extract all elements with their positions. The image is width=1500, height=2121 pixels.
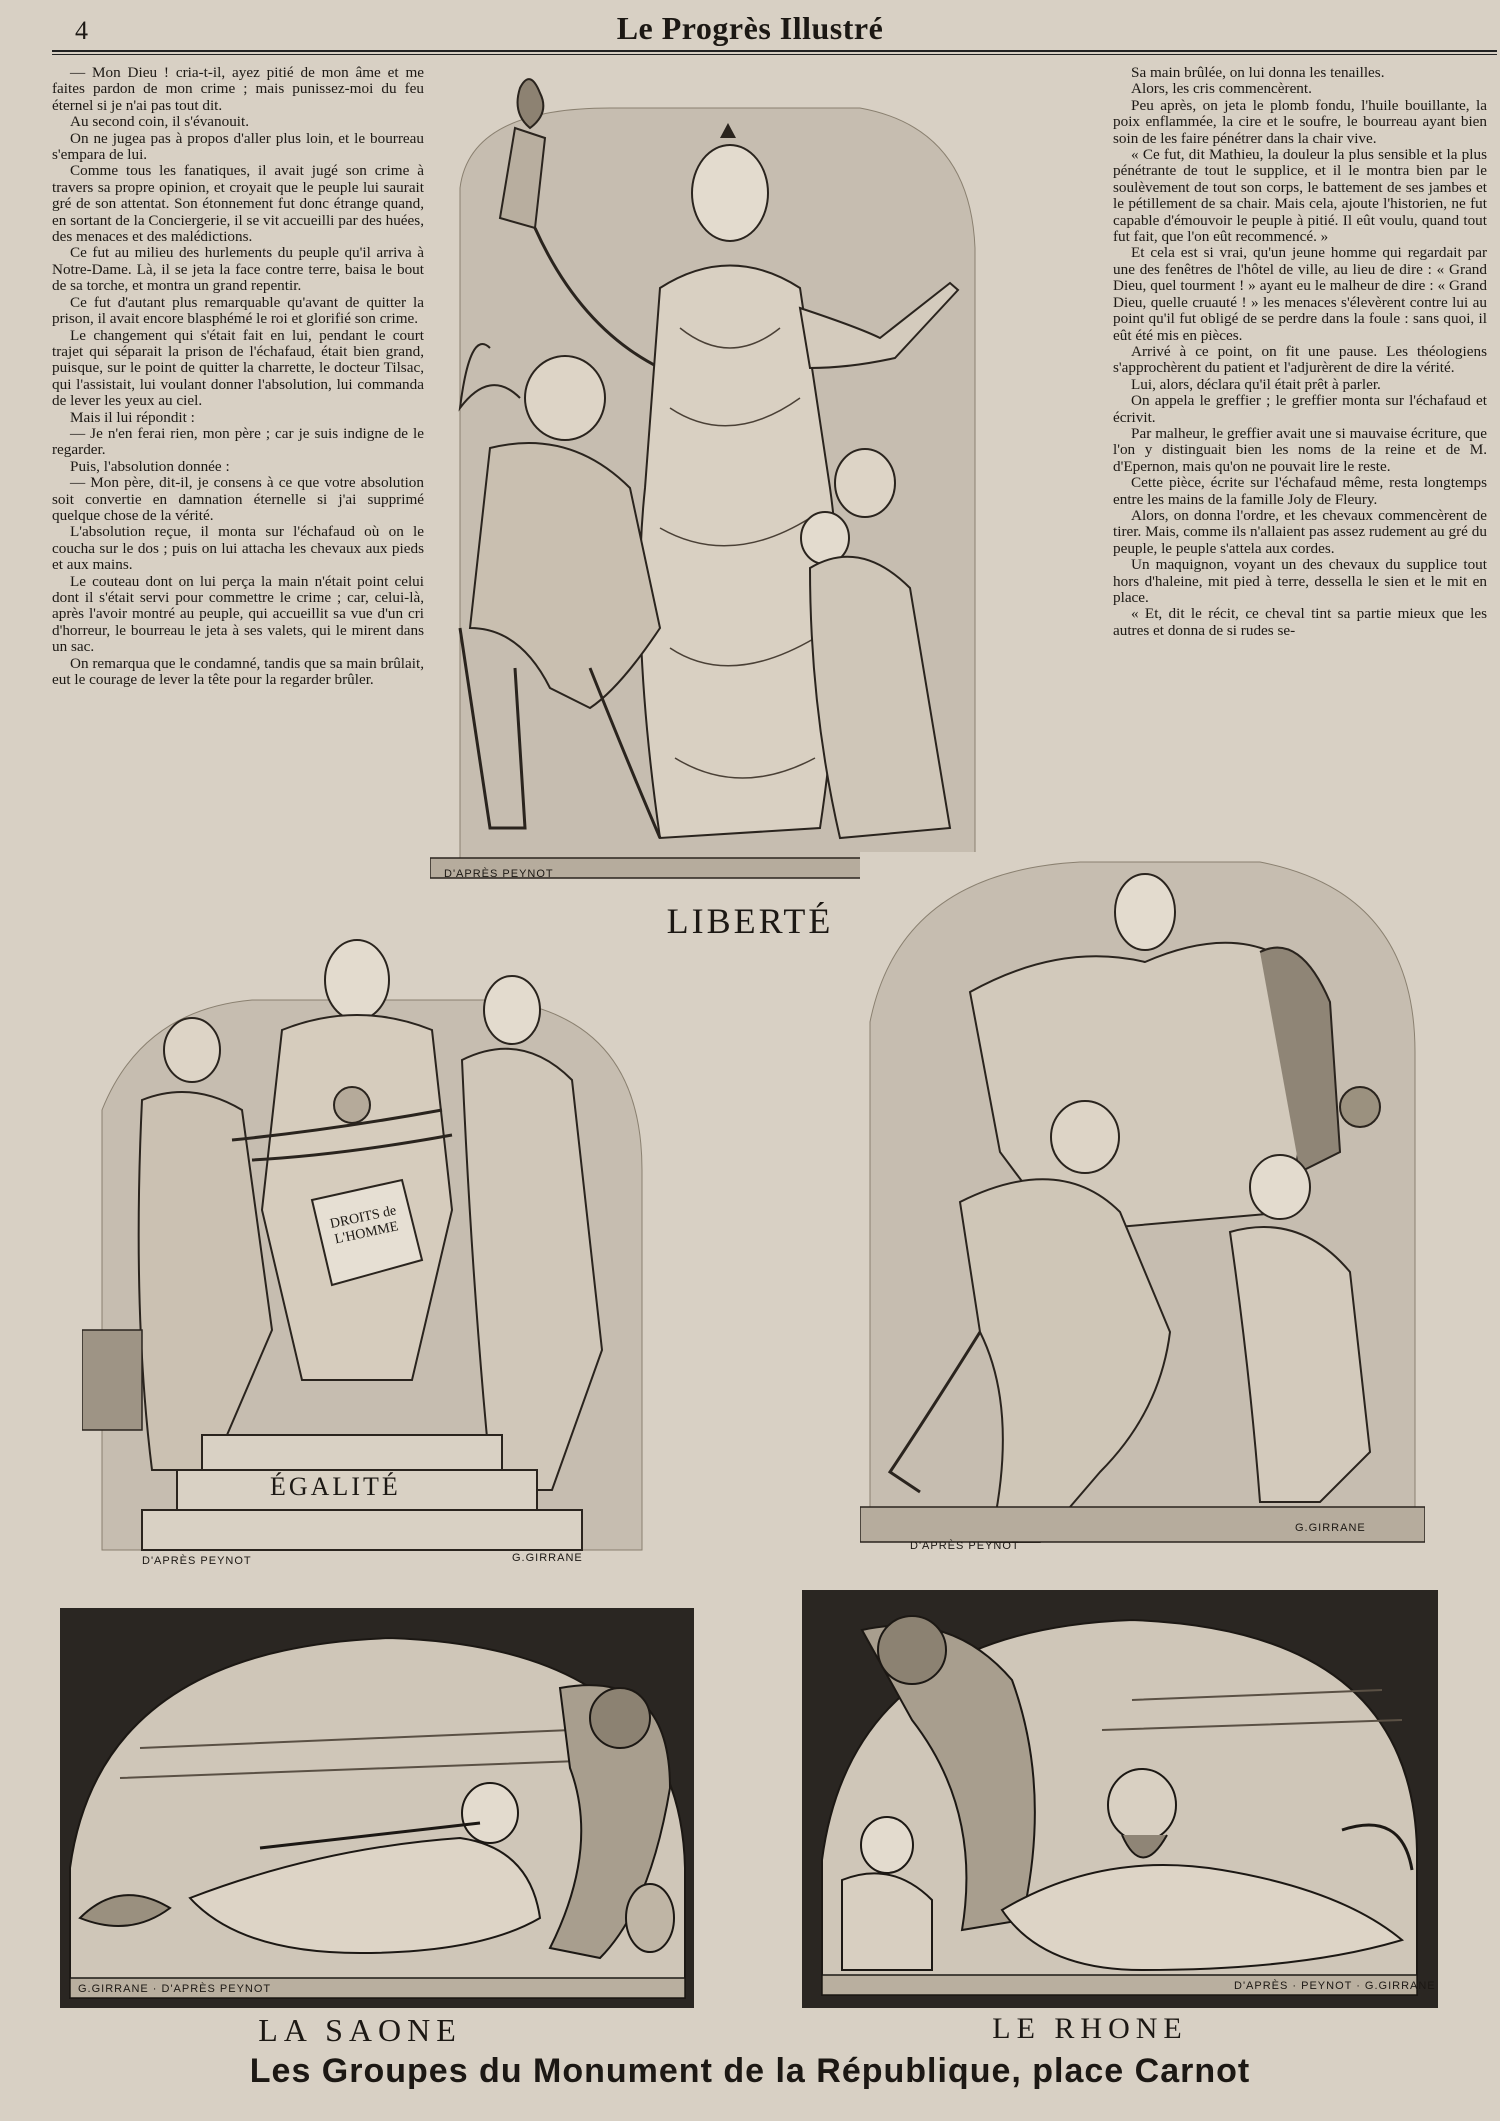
paragraph: — Mon Dieu ! cria-t-il, ayez pitié de mon âme et me faites pardon de mon crime ; mais punissez-moi du feu éternel si je n'ai pas tout dit. [52,64,424,114]
page-header [0,0,1500,52]
paragraph: On remarqua que le condamné, tandis que sa main brûlait, eut le courage de lever la tête pour la regarder brûler. [52,654,424,689]
paragraph: « Ce fut, dit Mathieu, la douleur la plus sensible et la plus pénétrante de tout le supplice, et il le montra bien par le soulèvement de tout son corps, le battement de ses jambes et le pétillement de sa chair. Mais cela, ajoute l'historien, ne fut capable d'émouvoir le peuple à pitié. Il eût voulu, quand tout fut fait, que l'on eût recommencé. » [1113,146,1487,246]
left-text-column [52,65,424,688]
paragraph: Mais il lui répondit : [70,408,195,426]
paragraph: — Je n'en ferai rien, mon père ; car je suis indigne de le regarder. [52,424,424,459]
paragraph: Un maquignon, voyant un des chevaux du supplice tout hors d'haleine, mit pied à terre, dessella le sien et le mit en place. [1113,556,1487,606]
liberte-caption: LIBERTÉ [666,901,834,941]
paragraph: Le couteau dont on lui perça la main n'était point celui dont il s'était servi pour commettre le crime ; car, celui-là, après l'avoir montré au peuple, qui accueillit sa vue d'un cri d'horreur, le bourreau le jeta à ses valets, qui le mirent dans un sac. [52,572,424,656]
footer-title: Les Groupes du Monument de la République, place Carnot [249,2052,1251,2090]
paragraph: Arrivé à ce point, on fit une pause. Les théologiens s'approchèrent du patient et l'adjurèrent de dire la vérité. [1113,342,1487,377]
saone-signature: G.GIRRANE · D'APRÈS PEYNOT [78,1983,272,1995]
paragraph: Et cela est si vrai, qu'un jeune homme qui regardait par une des fenêtres de l'hôtel de ville, au lieu de dire : « Grand Dieu, quel tourment ! » ayant eu le malheur de dire : « Grand Dieu, quelle cruauté ! » les menaces s'élevèrent contre lui au point qu'il fut obligé de se perdre dans la foule : sans quoi, il eût été mis en pièces. [1113,244,1487,344]
liberte-engraving [430,68,990,898]
fraternite-engraving [860,852,1425,1557]
header-rule-thin [52,54,1497,55]
egalite-engraving [82,910,654,1575]
paragraph: Alors, on donna l'ordre, et les chevaux commencèrent de tirer. Mais, comme ils n'allaient pas assez rudement au gré du peuple, le peuple s'attela aux cordes. [1113,506,1487,557]
paragraph: Ce fut au milieu des hurlements du peuple qu'il arriva à Notre-Dame. Là, il se jeta la face contre terre, baisa le bout de sa torche, et montra un grand repentir. [52,244,424,295]
rhone-caption: LE RHONE [992,2012,1188,2045]
egalite-plinth-label: ÉGALITÉ [270,1472,401,1501]
paragraph: Alors, les cris commencèrent. [1131,80,1312,98]
egalite-signature-right: G.GIRRANE [512,1552,583,1564]
egalite-signature-left: D'APRÈS PEYNOT [142,1555,252,1567]
rhone-signature: D'APRÈS · PEYNOT · G.GIRRANE [1234,1980,1436,1992]
paragraph: L'absolution reçue, il monta sur l'échafaud où on le coucha sur le dos ; puis on lui attacha les chevaux aux pieds et aux mains. [52,523,424,574]
paragraph: On ne jugea pas à propos d'aller plus loin, et le bourreau s'empara de lui. [52,129,424,164]
right-text-column [1113,65,1487,639]
paragraph: Lui, alors, déclara qu'il était prêt à parler. [1131,375,1381,393]
paragraph: On appela le greffier ; le greffier monta sur l'échafaud et écrivit. [1113,392,1487,426]
fraternite-signature-left: D'APRÈS PEYNOT [910,1540,1020,1552]
paragraph: Peu après, on jeta le plomb fondu, l'huile bouillante, la poix enflammée, la cire et le soufre, le bourreau ayant bien soin de les faire pénétrer dans la chair vive. [1113,96,1487,147]
paragraph: Ce fut d'autant plus remarquable qu'avant de quitter la prison, il avait encore blasphémé le roi et glorifié son crime. [52,293,424,328]
paragraph: Le changement qui s'était fait en lui, pendant le court trajet qui séparait la prison de l'échafaud, était bien grand, puisque, sur le point de quitter la charrette, le docteur Tilsac, qui l'assistait, lui voulant donner l'absolution, lui commanda de lever les yeux au ciel. [52,326,424,410]
paragraph: Au second coin, il s'évanouit. [70,113,250,131]
paragraph: « Et, dit le récit, ce cheval tint sa partie mieux que les autres et donna de si rudes se- [1113,605,1487,639]
saone-engraving [60,1608,694,2008]
paragraph: Puis, l'absolution donnée : [70,457,230,475]
page-number: 4 [75,16,88,45]
rhone-engraving [802,1590,1438,2008]
fraternite-signature-right: G.GIRRANE [1295,1522,1366,1534]
newspaper-title: Le Progrès Illustré [616,10,884,46]
header-rule [52,50,1497,52]
paragraph: Par malheur, le greffier avait une si mauvaise écriture, que l'on y distinguait bien les noms de la reine et de M. d'Epernon, mais qu'on ne pouvait lire le reste. [1113,424,1487,475]
paragraph: Comme tous les fanatiques, il avait jugé son crime à travers sa propre opinion, et croyait que le peuple lui saurait gré de son attentat. Son étonnement fut donc étrange quand, en sortant de la Conciergerie, il se vit accueilli par des huées, des menaces et des malédictions. [52,162,424,246]
paragraph: — Mon père, dit-il, je consens à ce que votre absolution soit convertie en damnation éternelle si j'ai supprimé quelque chose de la vérité. [52,474,424,524]
liberte-signature-left: D'APRÈS PEYNOT [444,868,554,880]
egalite-scroll-text: DROITS de L'HOMME [328,1203,400,1248]
paragraph: Cette pièce, écrite sur l'échafaud même, resta longtemps entre les mains de la famille Joly de Fleury. [1113,474,1487,508]
saone-caption: LA SAONE [258,2012,462,2048]
paragraph: Sa main brûlée, on lui donna les tenailles. [1131,64,1385,81]
